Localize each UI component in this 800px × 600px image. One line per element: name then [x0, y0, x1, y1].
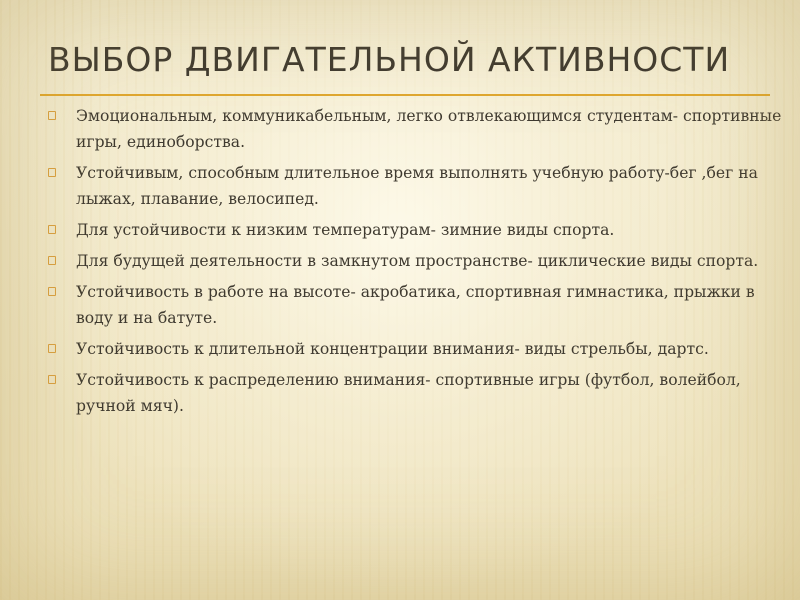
bullet-list [48, 103, 783, 424]
list-item [48, 336, 783, 362]
list-item [48, 367, 783, 419]
list-item [48, 279, 783, 331]
bullet-icon [48, 256, 56, 265]
bullet-text: Устойчивость в работе на высоте- акробатика, спортивная гимнастика, прыжки в воду и на батуте. [76, 283, 755, 327]
bullet-icon [48, 225, 56, 234]
list-item [48, 217, 783, 243]
list-item [48, 248, 783, 274]
slide-title: ВЫБОР ДВИГАТЕЛЬНОЙ АКТИВНОСТИ [48, 40, 731, 79]
bullet-text: Эмоциональным, коммуникабельным, легко отвлекающимся студентам- спортивные игры, единоборства. [76, 107, 782, 151]
bullet-text: Устойчивость к распределению внимания- спортивные игры (футбол, волейбол, ручной мяч). [76, 371, 741, 415]
bullet-icon [48, 168, 56, 177]
list-item [48, 160, 783, 212]
title-underline [40, 94, 770, 96]
bullet-icon [48, 344, 56, 353]
bullet-text: Для будущей деятельности в замкнутом пространстве- циклические виды спорта. [76, 252, 759, 270]
bullet-text: Устойчивость к длительной концентрации внимания- виды стрельбы, дартс. [76, 340, 709, 358]
bullet-text: Для устойчивости к низким температурам- зимние виды спорта. [76, 221, 615, 239]
bullet-icon [48, 375, 56, 384]
list-item [48, 103, 783, 155]
bullet-icon [48, 111, 56, 120]
bullet-icon [48, 287, 56, 296]
bullet-text: Устойчивым, способным длительное время выполнять учебную работу-бег ,бег на лыжах, плавание, велосипед. [76, 164, 758, 208]
